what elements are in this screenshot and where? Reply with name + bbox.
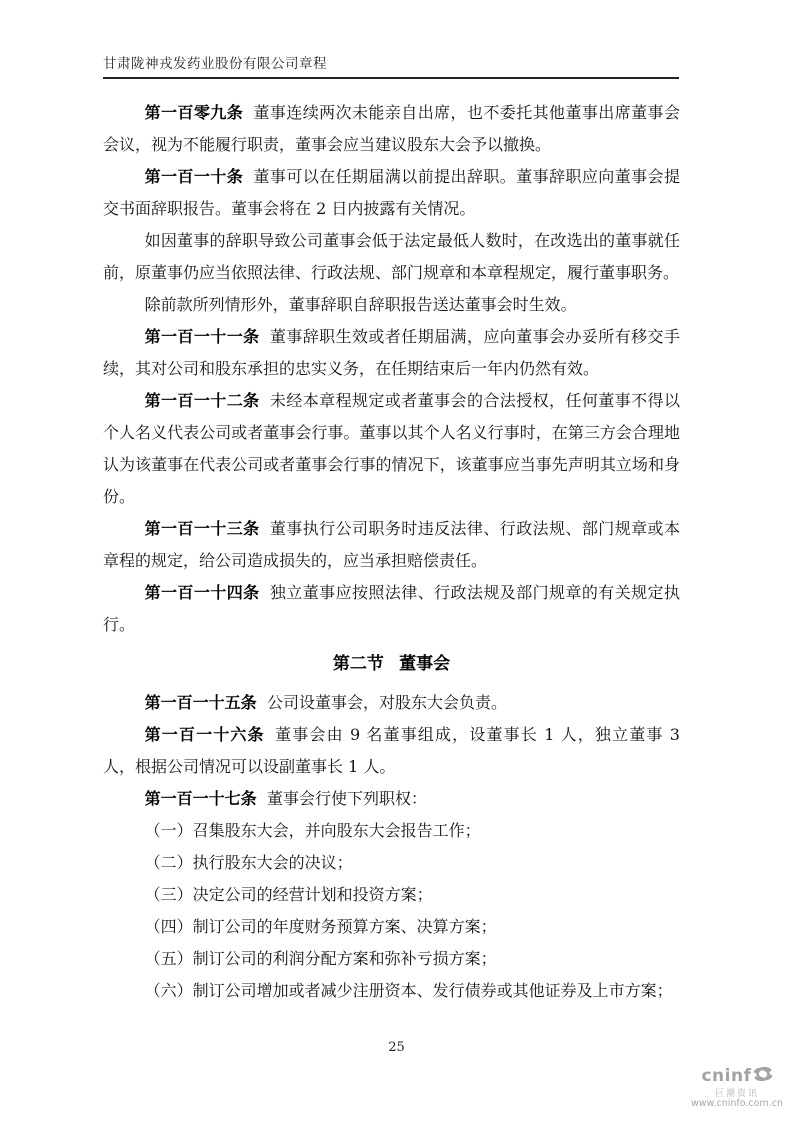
article-number: 第一百一十六条 [144, 725, 265, 744]
page-header [103, 52, 679, 79]
section-heading [103, 647, 680, 681]
cninfo-swirl-icon [753, 1064, 773, 1088]
article-text: 董事辞职生效或者任期届满，应向董事会办妥所有移交手续，其对公司和股东承担的忠实义务，在任期结束后一年内仍然有效。 [103, 327, 680, 378]
body-paragraph [103, 289, 680, 321]
article-text: 董事可以在任期届满以前提出辞职。董事辞职应向董事会提交书面辞职报告。董事会将在 2 日内披露有关情况。 [103, 167, 680, 218]
article-number: 第一百一十三条 [144, 519, 260, 538]
article-text: 董事连续两次未能亲自出席，也不委托其他董事出席董事会会议，视为不能履行职责，董事会应当建议股东大会予以撤换。 [103, 103, 680, 154]
section-title: 董事会 [399, 654, 451, 674]
article-paragraph [103, 321, 680, 385]
article-number: 第一百一十二条 [144, 391, 260, 410]
article-text: 公司设董事会，对股东大会负责。 [267, 693, 508, 712]
list-item: （四）制订公司的年度财务预算方案、决算方案； [144, 917, 497, 936]
article-text: 董事会行使下列职权： [267, 789, 428, 808]
article-text: 独立董事应按照法律、行政法规及部门规章的有关规定执行。 [103, 583, 680, 634]
article-paragraph [103, 385, 680, 513]
article-number: 第一百一十四条 [144, 583, 260, 602]
header-title: 甘肃陇神戎发药业股份有限公司章程 [103, 56, 327, 72]
cninfo-url-text: www.cninfo.com.cn [691, 1098, 783, 1110]
article-paragraph [103, 161, 680, 225]
cninfo-logo-top [687, 1064, 787, 1088]
article-number: 第一百一十七条 [144, 789, 257, 808]
list-item: （六）制订公司增加或者减少注册资本、发行债券或其他证券及上市方案； [144, 981, 673, 1000]
article-paragraph [103, 783, 680, 815]
list-item: （二）执行股东大会的决议； [144, 853, 353, 872]
article-number: 第一百一十条 [144, 167, 244, 186]
article-paragraph [103, 513, 680, 577]
article-text: 董事会由 9 名董事组成，设董事长 1 人，独立董事 3 人，根据公司情况可以设副董事长 1 人。 [103, 725, 680, 776]
cninfo-logo [687, 1064, 787, 1110]
article-text: 董事执行公司职务时违反法律、行政法规、部门规章或本章程的规定，给公司造成损失的，应当承担赔偿责任。 [103, 519, 680, 570]
section-label: 第二节 [332, 654, 384, 674]
article-number: 第一百一十五条 [144, 693, 257, 712]
article-number: 第一百零九条 [144, 103, 244, 122]
document-body [103, 97, 680, 1007]
article-paragraph [103, 687, 680, 719]
body-paragraph [103, 225, 680, 289]
article-paragraph [103, 97, 680, 161]
paragraph-text: 如因董事的辞职导致公司董事会低于法定最低人数时，在改选出的董事就任前，原董事仍应当依照法律、行政法规、部门规章和本章程规定，履行董事职务。 [103, 231, 680, 282]
article-text: 未经本章程规定或者董事会的合法授权，任何董事不得以个人名义代表公司或者董事会行事。董事以其个人名义行事时，在第三方会合理地认为该董事在代表公司或者董事会行事的情况下，该董事应当事先声明其立场和身份。 [103, 391, 680, 506]
list-item: （五）制订公司的利润分配方案和弥补亏损方案； [144, 949, 497, 968]
page-number: 25 [388, 1040, 405, 1055]
cninfo-name-text: 巨潮资讯 [714, 1088, 759, 1099]
article-paragraph [103, 719, 680, 783]
list-item: （一）召集股东大会，并向股东大会报告工作； [144, 821, 481, 840]
list-item: （三）决定公司的经营计划和投资方案； [144, 885, 433, 904]
paragraph-text: 除前款所列情形外，董事辞职自辞职报告送达董事会时生效。 [144, 295, 577, 314]
article-number: 第一百一十一条 [144, 327, 260, 346]
article-paragraph [103, 577, 680, 641]
cninfo-brand-text: cninf [701, 1065, 752, 1086]
